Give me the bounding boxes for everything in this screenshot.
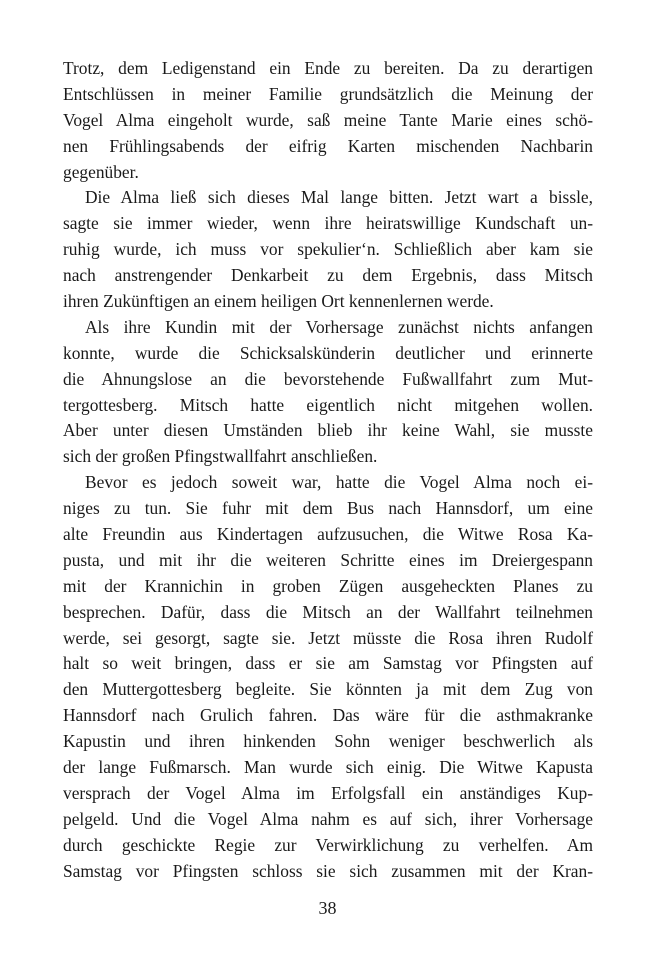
text-line: der lange Fußmarsch. Man wurde sich einig. Die Witwe Kapusta — [63, 757, 593, 778]
text-line: ruhig wurde, ich muss vor spekulier‘n. Schließlich aber kam sie — [63, 239, 593, 260]
text-line: ihren Zukünftigen an einem heiligen Ort kennenlernen werde. — [63, 291, 494, 312]
text-line: Die Alma ließ sich dieses Mal lange bitten. Jetzt wart a bissle, — [85, 187, 593, 208]
paragraph — [63, 470, 593, 884]
text-line: Vogel Alma eingeholt wurde, saß meine Tante Marie eines schö- — [63, 109, 593, 130]
text-line: werde, sei gesorgt, sagte sie. Jetzt müsste die Rosa ihren Rudolf — [63, 627, 593, 648]
paragraph — [63, 315, 593, 470]
text-line: den Muttergottesberg begleite. Sie könnten ja mit dem Zug von — [63, 679, 593, 700]
text-line: Kapustin und ihren hinkenden Sohn weniger beschwerlich als — [63, 731, 593, 752]
text-line: Hannsdorf nach Grulich fahren. Das wäre für die asthmakranke — [63, 705, 593, 726]
text-line: durch geschickte Regie zur Verwirklichung zu verhelfen. Am — [63, 834, 593, 855]
text-line: nen Frühlingsabends der eifrig Karten mischenden Nachbarin — [63, 135, 593, 156]
text-line: gegenüber. — [63, 161, 139, 182]
text-line: nach anstrengender Denkarbeit zu dem Ergebnis, dass Mitsch — [63, 265, 593, 286]
paragraph — [63, 56, 593, 185]
text-line: sagte sie immer wieder, wenn ihre heiratswillige Kundschaft un- — [63, 213, 593, 234]
text-line: Samstag vor Pfingsten schloss sie sich zusammen mit der Kran- — [63, 860, 593, 881]
text-line: pusta, und mit ihr die weiteren Schritte eines im Dreiergespann — [63, 549, 593, 570]
text-line: pelgeld. Und die Vogel Alma nahm es auf sich, ihrer Vorhersage — [63, 808, 593, 829]
text-line: die Ahnungslose an die bevorstehende Fußwallfahrt zum Mut- — [63, 368, 593, 389]
text-line: Entschlüssen in meiner Familie grundsätzlich die Meinung der — [63, 83, 593, 104]
text-line: Trotz, dem Ledigenstand ein Ende zu bereiten. Da zu derartigen — [63, 58, 593, 78]
text-line: Aber unter diesen Umständen blieb ihr keine Wahl, sie musste — [63, 420, 593, 441]
text-line: Als ihre Kundin mit der Vorhersage zunächst nichts anfangen — [85, 316, 593, 337]
text-line: alte Freundin aus Kindertagen aufzusuchen, die Witwe Rosa Ka- — [63, 524, 593, 545]
text-line: versprach der Vogel Alma im Erfolgsfall ein anständiges Kup- — [63, 782, 593, 803]
text-line: niges zu tun. Sie fuhr mit dem Bus nach Hannsdorf, um eine — [63, 498, 593, 519]
text-line: sich der großen Pfingstwallfahrt anschließen. — [63, 446, 378, 467]
paragraph — [63, 185, 593, 314]
body-text — [63, 56, 593, 885]
text-line: halt so weit bringen, dass er sie am Samstag vor Pfingsten auf — [63, 653, 593, 674]
text-line: tergottesberg. Mitsch hatte eigentlich nicht mitgehen wollen. — [63, 394, 593, 415]
text-line: konnte, wurde die Schicksalskünderin deutlicher und erinnerte — [63, 342, 593, 363]
text-line: mit der Krannichin in groben Zügen ausgeheckten Planes zu — [63, 575, 593, 596]
text-line: besprechen. Dafür, dass die Mitsch an der Wallfahrt teilnehmen — [63, 601, 593, 622]
text-line: Bevor es jedoch soweit war, hatte die Vogel Alma noch ei- — [85, 472, 593, 493]
page-number: 38 — [318, 898, 337, 918]
